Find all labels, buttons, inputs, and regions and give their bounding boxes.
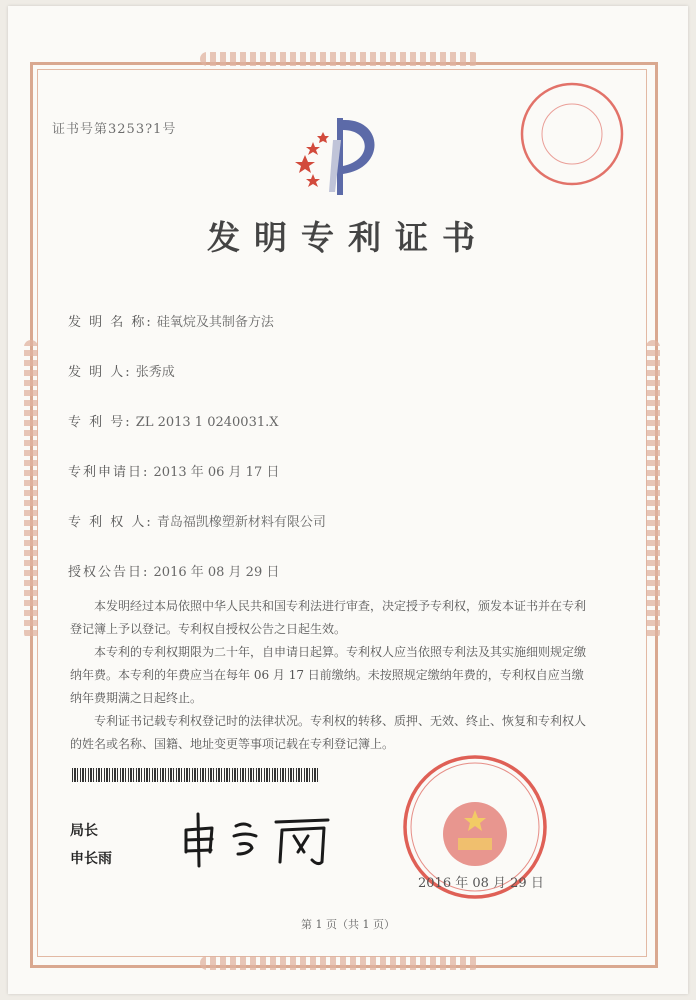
top-ornament [200,52,480,66]
bottom-ornament [200,956,480,970]
left-ornament [24,340,38,640]
field-application-date [68,461,279,480]
field-value: 2016 年 08 月 29 日 [153,565,280,580]
certificate-body [70,595,590,756]
director-title: 局长 [70,823,98,839]
director-name: 申长雨 [70,851,112,867]
barcode [72,768,320,782]
field-patentee [68,511,326,530]
body-paragraph: 本专利的专利权期限为二十年，自申请日起算。专利权人应当依照专利法及其实施细则规定缴纳年费。本专利的年费应当在每年 06 月 17 日前缴纳。未按照规定缴纳年费的，专利权自应当缴纳年费期满之日起终止。 [70,645,587,705]
page-number: 第 1 页（共 1 页） [301,918,395,931]
right-ornament [646,340,660,640]
body-paragraph: 专利证书记载专利权登记时的法律状况。专利权的转移、质押、无效、终止、恢复和专利权人的姓名或名称、国籍、地址变更等事项记载在专利登记簿上。 [70,714,587,751]
field-value: 硅氧烷及其制备方法 [156,315,274,330]
field-invention-name [68,311,274,330]
certificate-title: 发明专利证书 [207,218,489,257]
patent-office-logo [285,110,395,200]
field-label: 专利申请日: [68,465,150,480]
field-label: 专 利 权 人: [68,515,153,530]
field-label: 专 利 号: [68,415,132,430]
certificate-number: 证书号第3253?1号 [52,122,177,137]
field-label: 发 明 名 称: [68,315,153,330]
seal-date: 2016 年 08 月 29 日 [418,876,544,891]
field-label: 授权公告日: [68,565,150,580]
field-patent-number [68,411,279,430]
agency-seal [518,80,626,188]
field-value: 张秀成 [135,365,175,380]
field-grant-date [68,561,279,580]
field-inventor [68,361,175,380]
field-label: 发 明 人: [68,365,132,380]
field-value: ZL 2013 1 0240031.X [135,415,279,430]
body-paragraph: 本发明经过本局依照中华人民共和国专利法进行审查，决定授予专利权，颁发本证书并在专利登记簿上予以登记。专利权自授权公告之日起生效。 [70,599,587,636]
field-value: 2013 年 06 月 17 日 [153,465,280,480]
field-value: 青岛福凯橡塑新材料有限公司 [156,515,326,530]
director-signature [178,808,348,868]
